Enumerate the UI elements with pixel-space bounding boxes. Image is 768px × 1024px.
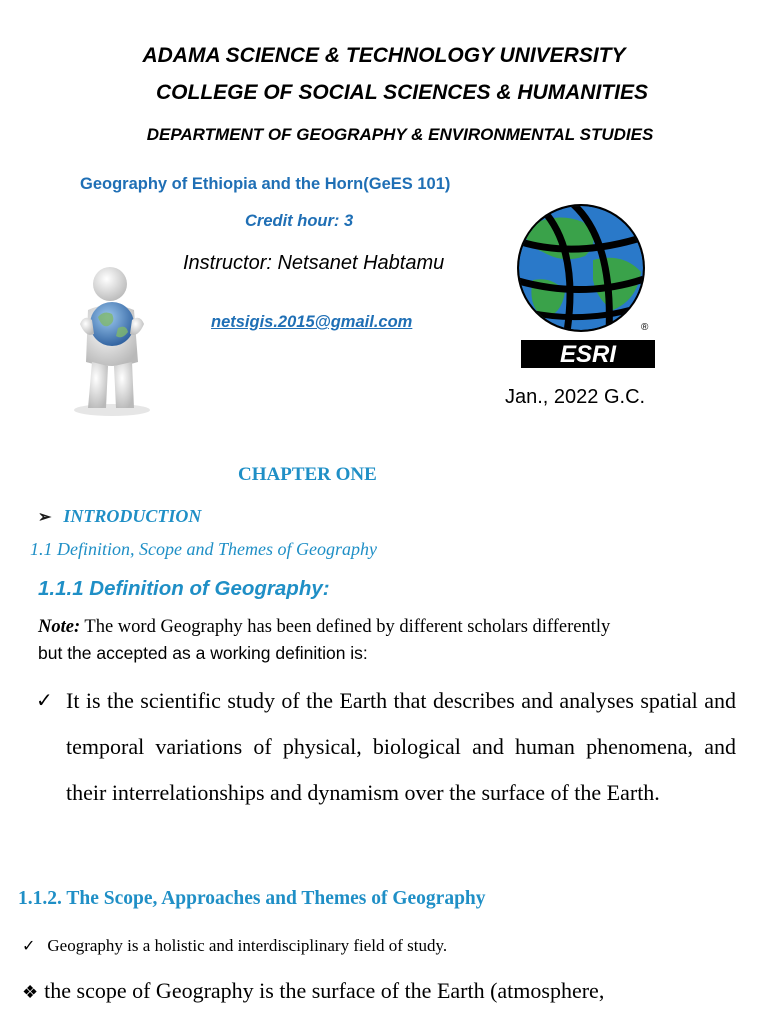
holistic-text: Geography is a holistic and interdisciplinary field of study. <box>47 936 448 955</box>
definition-text: It is the scientific study of the Earth that describes and analyses spatial and temporal variations of physical, biological and human phenomena, and their interrelationships and dynamism over the surface of the Earth. <box>66 688 736 805</box>
note-label: Note: <box>38 617 81 637</box>
course-title: Geography of Ethiopia and the Horn(GeES 101) <box>80 175 451 193</box>
note-text-line1: The word Geography has been defined by different scholars differently <box>80 617 611 637</box>
esri-logo-text: ESRI <box>559 341 617 368</box>
section-1-1-2-heading: 1.1.2. The Scope, Approaches and Themes of Geography <box>18 888 486 909</box>
person-holding-globe-image <box>58 262 166 418</box>
note-text-line2: but the accepted as a working definition is: <box>38 643 368 663</box>
department-title: DEPARTMENT OF GEOGRAPHY & ENVIRONMENTAL STUDIES <box>146 125 654 144</box>
definition-bullet <box>36 678 736 816</box>
instructor-email-link[interactable]: netsigis.2015@gmail.com <box>211 313 413 331</box>
diamond-bullet-icon: ❖ <box>22 982 39 1002</box>
university-title: ADAMA SCIENCE & TECHNOLOGY UNIVERSITY <box>142 44 626 67</box>
section-1-1-1-heading: 1.1.1 Definition of Geography: <box>38 577 330 600</box>
credit-hour: Credit hour: 3 <box>245 212 354 230</box>
college-title: COLLEGE OF SOCIAL SCIENCES & HUMANITIES <box>156 81 648 104</box>
check-icon: ✓ <box>22 938 36 955</box>
document-date: Jan., 2022 G.C. <box>505 386 646 408</box>
holistic-bullet <box>22 936 447 956</box>
scope-bullet <box>22 978 762 1004</box>
esri-logo <box>513 200 655 372</box>
scope-text: the scope of Geography is the surface of the Earth (atmosphere, <box>44 978 605 1003</box>
section-1-1-heading: 1.1 Definition, Scope and Themes of Geography <box>30 539 377 559</box>
arrow-bullet-icon: ➢ <box>38 509 52 526</box>
registered-mark: ® <box>641 322 649 333</box>
instructor-name: Instructor: Netsanet Habtamu <box>183 252 445 274</box>
introduction-label: INTRODUCTION <box>63 506 202 526</box>
check-icon: ✓ <box>36 690 53 712</box>
chapter-title: CHAPTER ONE <box>238 464 377 485</box>
introduction-heading <box>38 506 201 527</box>
note-paragraph <box>38 614 738 667</box>
